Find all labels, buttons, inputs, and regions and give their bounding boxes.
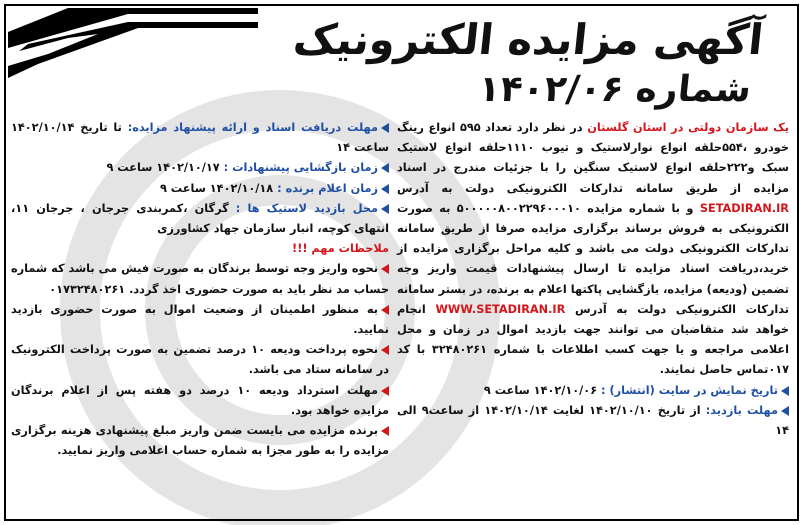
visit-location-label: محل بازدید لاستیک ها : <box>235 201 378 215</box>
intro-paragraph <box>397 118 789 381</box>
note-item <box>11 259 389 299</box>
bullet-arrow-icon <box>381 264 389 274</box>
intro-organization: یک سازمان دولتی در استان گلستان <box>587 121 789 134</box>
notes-heading-row <box>11 239 389 259</box>
bullet-arrow-icon <box>381 163 389 173</box>
winner-announcement-label: زمان اعلام برنده : <box>277 181 378 195</box>
documents-deadline-row <box>11 118 389 158</box>
publish-date-row <box>397 381 789 401</box>
notes-heading: ملاحظات مهم !!! <box>292 242 389 256</box>
setadiran-link-1[interactable]: SETADIRAN.IR <box>699 201 789 215</box>
note-text: به منظور اطمینان از وضعیت اموال به صورت حضوری بازدید نمایید. <box>11 302 389 337</box>
bullet-arrow-icon <box>381 426 389 436</box>
visit-location-value: گرگان ،کمربندی جرجان ، جرجان ۱۱، انتهای کوچه، انبار سازمان جهاد کشاورزی <box>11 201 389 236</box>
documents-deadline-label: مهلت دریافت اسناد و ارائه پیشنهاد مزایده: <box>127 121 379 134</box>
winner-announcement-row <box>11 179 389 199</box>
bullet-arrow-icon <box>781 386 789 396</box>
winner-announcement-value: ۱۴۰۲/۱۰/۱۸ ساعت ۹ <box>159 181 278 195</box>
corner-stripe-graphic <box>8 8 258 78</box>
note-text: مهلت استرداد ودیعه ۱۰ درصد دو هفته پس از اعلام برندگان مزایده خواهد بود. <box>11 383 389 417</box>
bullet-arrow-icon <box>381 345 389 355</box>
note-item <box>11 421 389 461</box>
documents-deadline-value: تا تاریخ ۱۴۰۲/۱۰/۱۴ ساعت ۱۴ <box>11 121 389 155</box>
visit-deadline-row <box>397 401 789 441</box>
note-text: برنده مزایده می بایست ضمن واریز مبلغ پیشنهادی هزینه برگزاری مزایده را به طور مجزا به شماره حساب اعلامی واریز نمایید. <box>11 424 389 458</box>
bullet-arrow-icon <box>781 406 789 416</box>
publish-date-value: ۱۴۰۲/۱۰/۰۶ ساعت ۹ <box>483 383 602 397</box>
intro-text-3: انجام خواهد شد متقاضیان می توانند جهت بازدید اموال در زمان و محل اعلامی مراجعه و یا جهت کسب اطلاعات با شماره ۳۲۴۸۰۲۶۱ با کد ۰۱۷تماس حاصل نمایند. <box>397 302 789 377</box>
bullet-arrow-icon <box>381 386 389 396</box>
note-item <box>11 340 389 380</box>
visit-deadline-label: مهلت بازدید: <box>705 403 778 417</box>
bullet-arrow-icon <box>381 123 389 133</box>
ad-title: آگهی مزایده الکترونیک <box>290 15 766 64</box>
bullet-arrow-icon <box>381 204 389 214</box>
opening-time-value: ۱۴۰۲/۱۰/۱۷ ساعت ۹ <box>106 161 224 175</box>
intro-text-2: و با شماره مزایده ۵۰۰۰۰۰۸۰۰۲۲۹۶۰۰۰۱۰ به صورت الکترونیکی به فروش برساند برگزاری مزایده صرفا از طریق سامانه تدارکات الکترونیکی دولت می باشد و کلیه مراحل برگزاری مزایده از خرید،دریافت اسناد مزایده تا ارسال پیشنهادات قیمت واریز وجه تضمین (ودیعه) مزایده، بازگشایی پاکتها اعلام به برنده، در بستر سامانه تدارکات الکترونیکی دولت به آدرس <box>397 201 790 316</box>
opening-time-row <box>11 158 389 178</box>
intro-text-1: در نظر دارد تعداد ۵۹۵ انواع رینگ خودرو ،۵۵۴حلقه انواع نوارلاستیک و تیوب ۱۱۱۰حلقه انواع لاستیک سبک و۲۲۲حلقه انواع لاستیک سنگین را با جزئیات مندرج در اسناد مزایده از طریق سامانه تدارکات الکترونیکی دولت به آدرس <box>397 121 790 195</box>
bullet-arrow-icon <box>381 184 389 194</box>
title-block <box>243 14 766 118</box>
note-text: نحوه پرداخت ودیعه ۱۰ درصد تضمین به صورت پرداخت الکترونیک در سامانه ستاد می باشد. <box>11 343 389 377</box>
left-column <box>11 118 389 461</box>
auction-number: شماره ۱۴۰۲/۰۶ <box>476 69 754 110</box>
note-item <box>11 381 389 421</box>
visit-deadline-value: از تاریخ ۱۴۰۲/۱۰/۱۰ لغایت ۱۴۰۲/۱۰/۱۴ از ساعت۹ الی ۱۴ <box>397 403 789 438</box>
visit-location-row <box>11 199 389 239</box>
opening-time-label: زمان بازگشایی پیشنهادات : <box>223 161 378 175</box>
setadiran-link-2[interactable]: WWW.SETADIRAN.IR <box>435 302 566 316</box>
bullet-arrow-icon <box>381 305 389 315</box>
note-item <box>11 300 389 340</box>
publish-date-label: تاریخ نمایش در سایت (انتشار) : <box>601 383 778 397</box>
right-column <box>397 118 789 441</box>
note-text: نحوه واریز وجه توسط برندگان به صورت فیش می باشد که شماره حساب مد نظر باید به صورت حضوری اخذ گردد. ۰۱۷۳۲۴۸۰۲۶۱ <box>11 262 389 296</box>
